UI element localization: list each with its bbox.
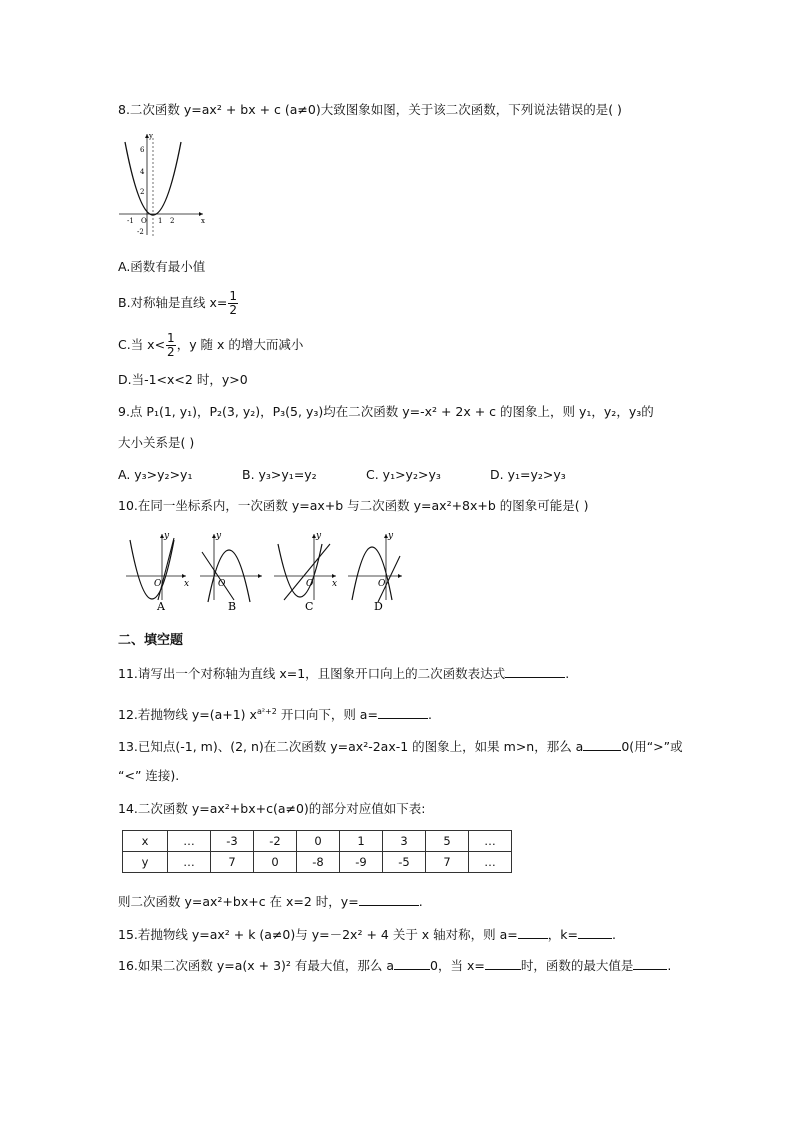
q8-xtick-1: 1 bbox=[158, 217, 163, 225]
svg-text:O: O bbox=[218, 579, 226, 589]
q10-graph-d bbox=[348, 531, 402, 613]
svg-text:y: y bbox=[216, 531, 222, 541]
q8-ytick-2: 2 bbox=[140, 188, 145, 196]
q10-graph-a bbox=[126, 531, 189, 613]
q13-text: 13.已知点(-1, m)、(2, n)在二次函数 y=ax²-2ax-1 的图象上，如果 m>n，那么 a bbox=[118, 739, 584, 754]
q8-stem: 8.二次函数 y=ax² + bx + c (a≠0)大致图象如图，关于该二次函数，下列说法错误的是( ) bbox=[118, 102, 622, 117]
q8-option-a: A.函数有最小值 bbox=[118, 259, 206, 274]
q8-y-label: y bbox=[149, 132, 153, 140]
q8-option-b-text: B.对称轴是直线 x= bbox=[118, 295, 228, 310]
svg-text:y: y bbox=[388, 531, 394, 541]
q10-stem: 10.在同一坐标系内，一次函数 y=ax+b 与二次函数 y=ax²+8x+b 的图象可能是( ) bbox=[118, 498, 589, 513]
q12-text: 12.若抛物线 y=(a+1) x bbox=[118, 707, 257, 723]
q15-blank-k[interactable] bbox=[578, 926, 612, 939]
q12-blank[interactable] bbox=[378, 706, 428, 719]
q13-line2: “<” 连接). bbox=[118, 768, 180, 783]
q11-blank[interactable] bbox=[505, 665, 565, 678]
q10-label-d: D bbox=[374, 600, 383, 613]
q10-graph-c bbox=[274, 531, 337, 613]
q8-option-c-text: C.当 x< bbox=[118, 337, 166, 352]
q14-stem: 14.二次函数 y=ax²+bx+c(a≠0)的部分对应值如下表: bbox=[118, 801, 426, 816]
q10-graph-b bbox=[200, 531, 262, 613]
q14-blank[interactable] bbox=[359, 893, 419, 906]
q16-blank-3[interactable] bbox=[633, 957, 667, 970]
q15-blank-a[interactable] bbox=[518, 926, 548, 939]
q8-ytick-6: 6 bbox=[140, 146, 145, 154]
q8-x-label: x bbox=[201, 217, 205, 225]
q10-graphs bbox=[122, 530, 402, 620]
q14-question: 则二次函数 y=ax²+bx+c 在 x=2 时，y= . bbox=[118, 894, 423, 909]
svg-text:y: y bbox=[164, 531, 170, 541]
q16-blank-1[interactable] bbox=[394, 957, 430, 970]
svg-text:O: O bbox=[306, 579, 314, 589]
q9-option-a: A. y₃>y₂>y₁ bbox=[118, 467, 193, 482]
table-row: y … 7 0 -8 -9 -5 7 … bbox=[123, 852, 512, 873]
q14-value-table bbox=[122, 830, 512, 873]
q13-line1: 13.已知点(-1, m)、(2, n)在二次函数 y=ax²-2ax-1 的图象上，如果 m>n，那么 a 0(用“>”或 bbox=[118, 739, 683, 754]
q8-ytick-4: 4 bbox=[140, 168, 145, 176]
q8-ytick-neg2: -2 bbox=[137, 228, 144, 236]
q8-option-d: D.当-1<x<2 时，y>0 bbox=[118, 372, 248, 387]
q15-text: 15.若抛物线 y=ax² + k (a≠0)与 y=－2x² + 4 关于 x 轴对称，则 a= bbox=[118, 927, 518, 942]
q9-line2: 大小关系是( ) bbox=[118, 435, 195, 450]
q12-exponent: a²+2 bbox=[256, 707, 277, 716]
q15: 15.若抛物线 y=ax² + k (a≠0)与 y=－2x² + 4 关于 x 轴对称，则 a= ，k= . bbox=[118, 927, 616, 942]
svg-text:O: O bbox=[154, 579, 162, 589]
q11-text: 11.请写出一个对称轴为直线 x=1，且图象开口向上的二次函数表达式 bbox=[118, 666, 506, 681]
svg-text:y: y bbox=[316, 531, 322, 541]
q11: 11.请写出一个对称轴为直线 x=1，且图象开口向上的二次函数表达式 . bbox=[118, 666, 570, 681]
q8-option-c-tail: ，y 随 x 的增大而减小 bbox=[176, 337, 304, 352]
svg-text:O: O bbox=[378, 579, 386, 589]
q13-blank[interactable] bbox=[583, 738, 621, 751]
q10-label-c: C bbox=[305, 600, 314, 613]
q8-xtick-neg1: -1 bbox=[127, 217, 134, 225]
q10-label-a: A bbox=[157, 600, 165, 613]
q9-option-b: B. y₃>y₁=y₂ bbox=[242, 467, 317, 482]
q9-options bbox=[118, 467, 614, 483]
q16-blank-2[interactable] bbox=[485, 957, 521, 970]
q8-origin: O bbox=[141, 217, 147, 225]
table-row: x … -3 -2 0 1 3 5 … bbox=[123, 831, 512, 852]
q14-text: 则二次函数 y=ax²+bx+c 在 x=2 时，y= bbox=[118, 894, 359, 909]
q8-parabola-graph bbox=[115, 130, 210, 240]
q9-option-d: D. y₁=y₂>y₃ bbox=[490, 467, 566, 482]
q8-option-b bbox=[118, 290, 239, 317]
q9-option-c: C. y₁>y₂>y₃ bbox=[366, 467, 441, 482]
q8-option-b-fraction: $\frac{1}{2}$ bbox=[229, 289, 238, 317]
q8-option-c-fraction: $\frac{1}{2}$ bbox=[167, 331, 175, 359]
section-title-fill-in: 二、填空题 bbox=[118, 633, 184, 648]
q16-text: 16.如果二次函数 y=a(x + 3)² 有最大值，那么 a bbox=[118, 958, 395, 973]
svg-text:x: x bbox=[184, 579, 190, 589]
q9-line1: 9.点 P₁(1, y₁)，P₂(3, y₂)，P₃(5, y₃)均在二次函数 y=-x² + 2x + c 的图象上，则 y₁，y₂，y₃的 bbox=[118, 404, 654, 419]
q8-xtick-2: 2 bbox=[170, 217, 175, 225]
q10-label-b: B bbox=[228, 600, 237, 613]
q12: 12.若抛物线 y=(a+1) $x^{a^2+2}$ 开口向下，则 a= . bbox=[118, 707, 432, 723]
q16: 16.如果二次函数 y=a(x + 3)² 有最大值，那么 a 0，当 x= 时，函数的最大值是 . bbox=[118, 958, 672, 973]
q8-option-c bbox=[118, 332, 303, 359]
svg-text:x: x bbox=[332, 579, 338, 589]
